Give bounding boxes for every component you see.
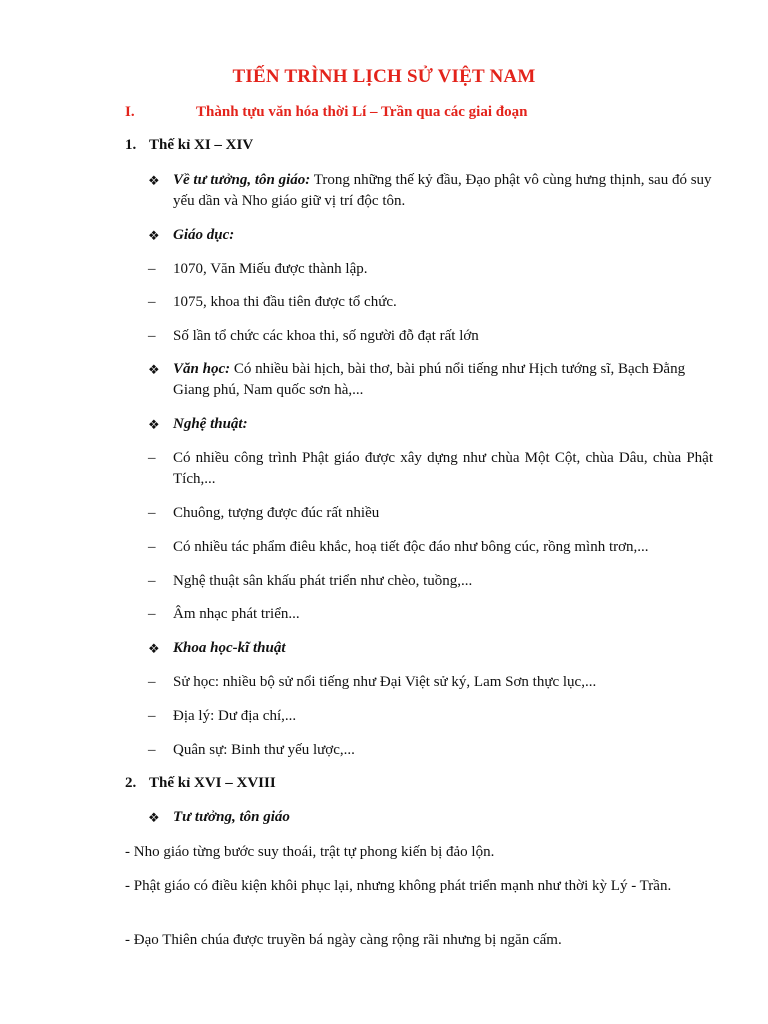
list-item: – Có nhiều công trình Phật giáo được xây dựng như chùa Một Cột, chùa Dâu, chùa Phật Tích,... [148, 450, 713, 487]
list-item: – Sử học: nhiều bộ sử nổi tiếng như Đại Việt sử ký, Lam Sơn thực lục,... [148, 672, 713, 693]
bullet-label: Khoa học-kĩ thuật [173, 640, 286, 656]
list-item: – Quân sự: Binh thư yếu lược,... [148, 740, 713, 761]
bullet-nghe-thuat [148, 414, 713, 435]
dash-bullet-icon: – [148, 742, 156, 758]
list-item: – Số lần tổ chức các khoa thi, số người đỗ đạt rất lớn [148, 326, 713, 347]
dash-bullet-icon: – [148, 261, 156, 277]
bullet-giao-duc [148, 225, 713, 246]
bullet-khoa-hoc [148, 638, 713, 659]
list-item: – 1070, Văn Miếu được thành lập. [148, 259, 713, 280]
part1-number: 1. [125, 137, 137, 153]
diamond-bullet-icon: ❖ [148, 228, 160, 243]
section-number: I. [125, 104, 135, 120]
list-item: – Âm nhạc phát triển... [148, 604, 713, 625]
diamond-bullet-icon: ❖ [148, 417, 160, 432]
dash-bullet-icon: – [148, 708, 156, 724]
diamond-bullet-icon: ❖ [148, 641, 160, 656]
dash-bullet-icon: – [148, 606, 156, 622]
bullet-text: Có nhiều bài hịch, bài thơ, bài phú nổi tiếng như Hịch tướng sĩ, Bạch Đằng Giang phú, Nam quốc sơn hà,... [173, 361, 686, 398]
bullet-tu-tuong-2 [148, 807, 713, 828]
bullet-label: Tư tưởng, tôn giáo [173, 809, 290, 825]
section-heading [125, 104, 527, 121]
bullet-text: Trong những thế kỷ đầu, Đạo phật vô cùng hưng thịnh, sau đó suy yếu dần và Nho giáo giữ vị trí độc tôn. [173, 172, 712, 209]
part2-title: Thế kỉ XVI – XVIII [149, 775, 276, 791]
diamond-bullet-icon: ❖ [148, 362, 160, 377]
dash-bullet-icon: – [148, 294, 156, 310]
dash-bullet-icon: – [148, 328, 156, 344]
bullet-label: Giáo dục: [173, 227, 235, 243]
bullet-tu-tuong [148, 170, 713, 212]
document-title: TIẾN TRÌNH LỊCH SỬ VIỆT NAM [232, 66, 536, 87]
part1-title: Thế kỉ XI – XIV [149, 137, 254, 153]
part2-heading [125, 775, 276, 792]
dash-bullet-icon: – [148, 450, 156, 466]
list-item: – 1075, khoa thi đầu tiên được tổ chức. [148, 292, 713, 313]
list-item: – Chuông, tượng được đúc rất nhiều [148, 503, 713, 524]
dash-bullet-icon: – [148, 573, 156, 589]
part2-number: 2. [125, 775, 137, 791]
dash-bullet-icon: – [148, 674, 156, 690]
diamond-bullet-icon: ❖ [148, 173, 160, 188]
part1-heading [125, 137, 253, 154]
dash-bullet-icon: – [148, 505, 156, 521]
list-item: – Có nhiều tác phẩm điêu khắc, hoạ tiết độc đáo như bông cúc, rồng mình trơn,... [148, 537, 713, 558]
dash-bullet-icon: – [148, 539, 156, 555]
list-item: – Địa lý: Dư địa chí,... [148, 706, 713, 727]
paragraph: - Nho giáo từng bước suy thoái, trật tự phong kiến bị đảo lộn. [125, 844, 495, 860]
paragraph: - Phật giáo có điều kiện khôi phục lại, nhưng không phát triển mạnh như thời kỳ Lý - Trần. [125, 878, 672, 894]
bullet-label: Văn học: [173, 361, 231, 377]
list-item: – Nghệ thuật sân khấu phát triển như chèo, tuồng,... [148, 571, 713, 592]
bullet-label: Nghệ thuật: [173, 416, 248, 432]
paragraph: - Đạo Thiên chúa được truyền bá ngày càng rộng rãi nhưng bị ngăn cấm. [125, 932, 562, 948]
diamond-bullet-icon: ❖ [148, 810, 160, 825]
section-title: Thành tựu văn hóa thời Lí – Trần qua các giai đoạn [196, 104, 528, 120]
bullet-van-hoc [148, 359, 713, 401]
bullet-label: Về tư tưởng, tôn giáo: [173, 172, 311, 188]
